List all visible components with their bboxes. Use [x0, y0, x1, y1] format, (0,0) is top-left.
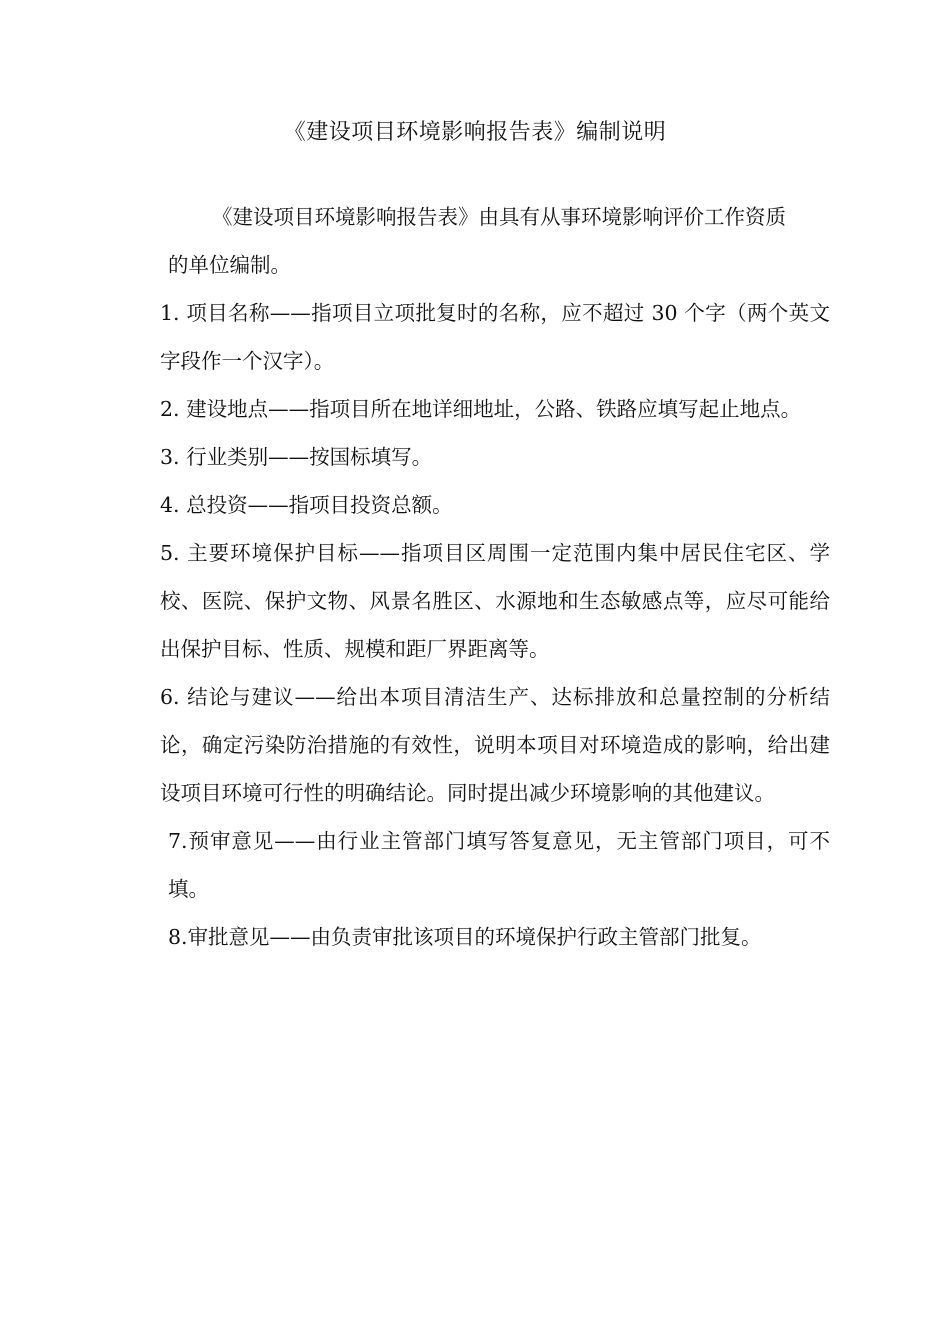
list-item-number: 3. — [160, 445, 187, 469]
document-body — [160, 193, 830, 961]
list-item-text: 主要环境保护目标——指项目区周围一定范围内集中居民住宅区、学校、医院、保护文物、风景名胜区、水源地和生态敏感点等，应尽可能给出保护目标、性质、规模和距厂界距离等。 — [160, 541, 831, 661]
list-item-text: 预审意见——由行业主管部门填写答复意见，无主管部门项目，可不填。 — [168, 829, 830, 901]
list-item-number: 6. — [160, 685, 188, 709]
list-item-number: 1. — [160, 301, 187, 325]
list-item-text: 结论与建议——给出本项目清洁生产、达标排放和总量控制的分析结论，确定污染防治措施的有效性，说明本项目对环境造成的影响，给出建设项目环境可行性的明确结论。同时提出减少环境影响的其他建议。 — [160, 685, 831, 805]
intro-line-2: 的单位编制。 — [168, 253, 291, 277]
document-title: 《建设项目环境影响报告表》编制说明 — [283, 120, 667, 145]
list-item-text: 项目名称——指项目立项批复时的名称，应不超过 30 个字（两个英文字段作一个汉字）。 — [160, 301, 830, 373]
list-item-4 — [160, 481, 830, 529]
intro-paragraph — [160, 193, 830, 289]
list-item-1 — [160, 289, 830, 385]
list-item-number: 7. — [168, 829, 188, 853]
list-item-6 — [160, 673, 830, 817]
intro-line-1: 《建设项目环境影响报告表》由具有从事环境影响评价工作资质 — [212, 205, 786, 229]
list-item-2 — [160, 385, 830, 433]
list-item-number: 2. — [160, 397, 187, 421]
list-item-8 — [160, 913, 830, 961]
list-item-3 — [160, 433, 830, 481]
list-item-text: 审批意见——由负责审批该项目的环境保护行政主管部门批复。 — [187, 925, 762, 949]
list-item-number: 4. — [160, 493, 187, 517]
list-item-number: 8. — [168, 925, 188, 949]
list-item-text: 行业类别——按国标填写。 — [186, 445, 433, 469]
list-item-7 — [160, 817, 830, 913]
list-item-5 — [160, 529, 830, 673]
list-item-number: 5. — [160, 541, 188, 565]
list-item-text: 总投资——指项目投资总额。 — [186, 493, 453, 517]
list-item-text: 建设地点——指项目所在地详细地址，公路、铁路应填写起止地点。 — [186, 397, 802, 421]
